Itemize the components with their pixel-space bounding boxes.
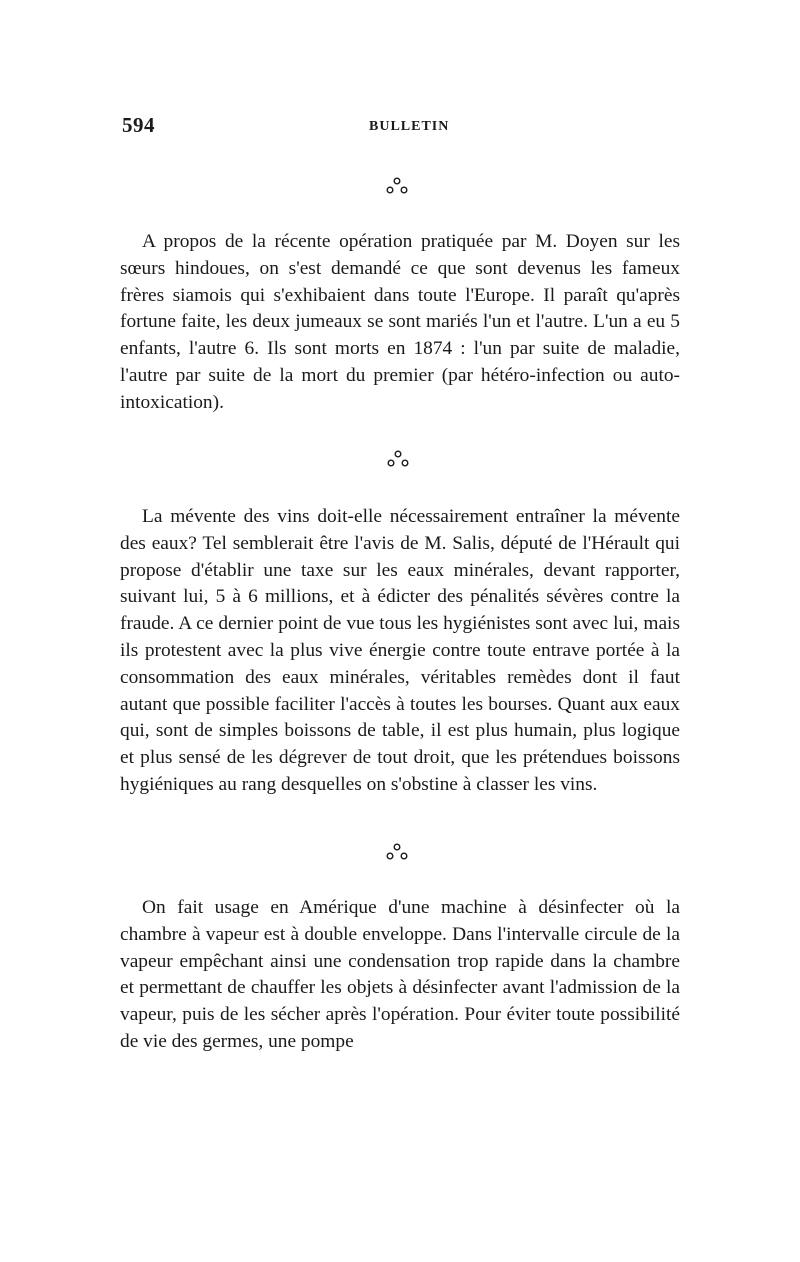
three-ring-asterism-icon bbox=[385, 842, 409, 862]
three-ring-asterism-icon bbox=[386, 449, 410, 469]
running-head: BULLETIN bbox=[369, 119, 450, 134]
separator-asterism-2 bbox=[386, 449, 410, 469]
paragraph-mineral-waters: La mévente des vins doit-elle nécessairement entraîner la mévente des eaux? Tel semblerait être l'avis de M. Salis, député de l'Hérault qui propose d'établir une taxe sur les eaux minérales, devant rapporter, suivant lui, 5 à 6 millions, et à édicter des pénalités sévères contre la fraude. A ce dernier point de vue tous les hygiénistes sont avec lui, mais ils protestent avec la plus vive énergie contre toute entrave portée à la consommation des eaux minérales, véritables remèdes dont il faut autant que possible faciliter l'accès à toutes les bourses. Quant aux eaux qui, sont de simples boissons de table, il est plus humain, plus logique et plus sensé de les dégrever de tout droit, que les prétendues boissons hygiéniques au rang desquelles on s'obstine à classer les vins. bbox=[120, 506, 680, 795]
three-ring-asterism-icon bbox=[385, 176, 409, 196]
separator-asterism-1 bbox=[385, 176, 409, 196]
paragraph-siamese-twins: A propos de la récente opération pratiquée par M. Doyen sur les sœurs hindoues, on s'est demandé ce que sont devenus les fameux frères siamois qui s'exhibaient dans toute l'Europe. Il paraît qu'après fortune faite, les deux jumeaux se sont mariés l'un et l'autre. L'un a eu 5 enfants, l'autre 6. Ils sont morts en 1874 : l'un par suite de maladie, l'autre par suite de la mort du premier (par hétéro-infection ou auto-intoxication). bbox=[120, 231, 680, 413]
page-number: 594 bbox=[122, 113, 155, 137]
paragraph-disinfection-machine: On fait usage en Amérique d'une machine à désinfecter où la chambre à vapeur est à double enveloppe. Dans l'intervalle circule de la vapeur empêchant ainsi une condensation trop rapide dans la chambre et permettant de chauffer les objets à désinfecter avant l'admission de la vapeur, puis de les sécher après l'opération. Pour éviter toute possibilité de vie des germes, une pompe bbox=[120, 897, 680, 1052]
separator-asterism-3 bbox=[385, 842, 409, 862]
